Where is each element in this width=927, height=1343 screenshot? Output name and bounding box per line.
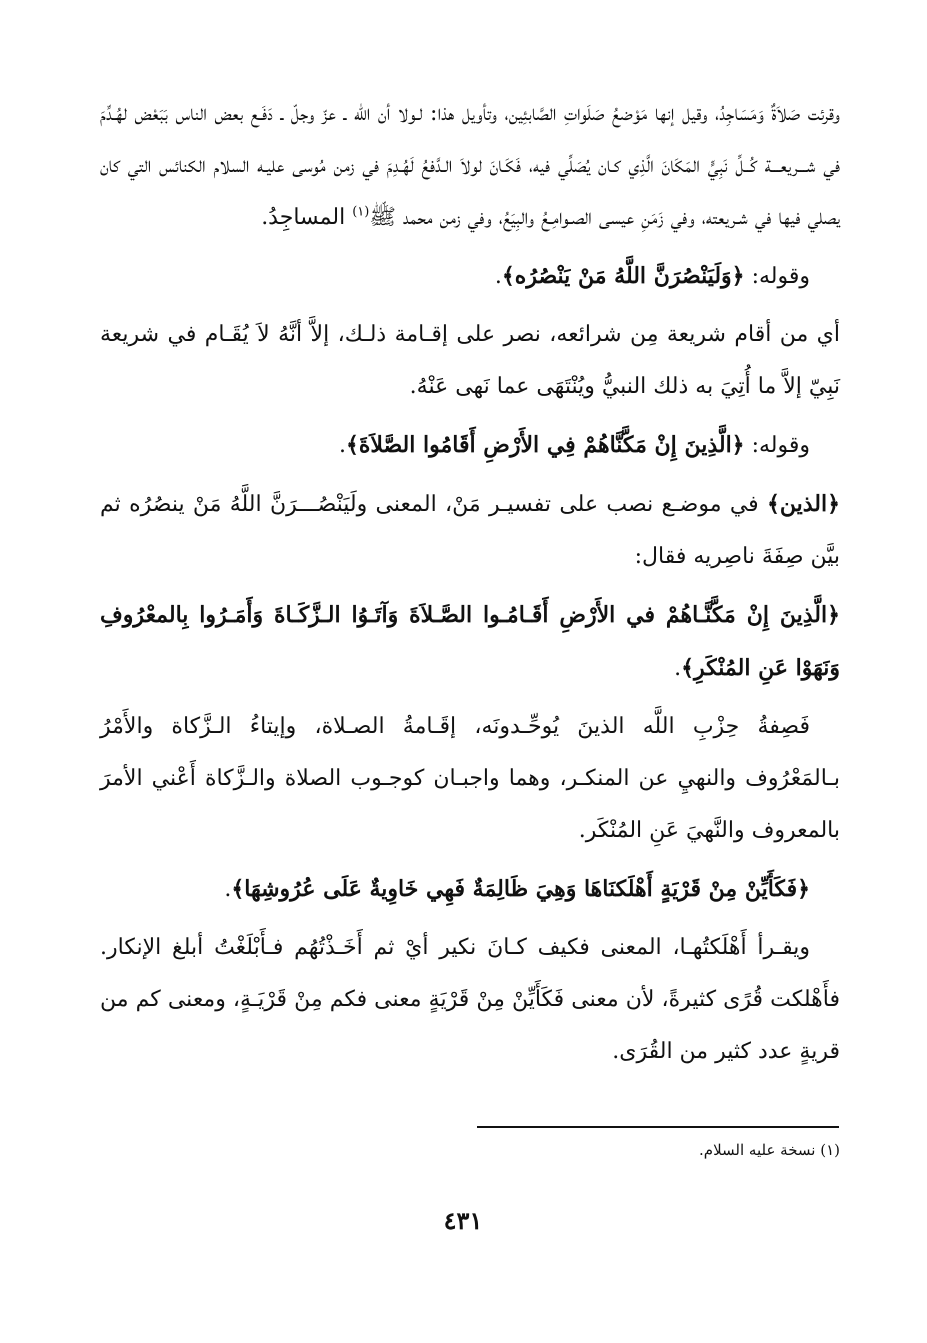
paragraph-text: في موضـع نصب على تفسيـر مَنْ، المعنى ولَيَنْصُـــرَنَّ اللَّهُ مَنْ ينصُرُه ثم بيَّن صِفَةَ ناصِريه فقال: bbox=[100, 492, 840, 569]
paragraph-text: المساجِدُ. bbox=[261, 205, 353, 230]
paragraph-p5 bbox=[100, 478, 840, 583]
paragraph-text: فَصِفةُ حِزْبِ اللَّه الذينَ يُوحِّـدونَه، إقَـامةُ الصـلاة، وإيتاءُ الـزَّكاة والأَمْرُ بـالمَعْرُوف والنهيِ عن المنكـر، وهما واجبـان كوجـوب الصلاة والـزَّكاة أَعْني الأمرَ بالمعروف والنَّهيَ عَنِ المُنْكَر. bbox=[100, 714, 840, 843]
paragraph-p7 bbox=[100, 701, 840, 857]
paragraph-p2 bbox=[100, 250, 840, 303]
paragraph-text: ويقـرأ أَهْلَكتُهـا، المعنى فكيف كـانَ نكير أيْ ثم أَخَـذْتُهُم فـأَبْلَغْتُ أبلغ الإنكار. فأَهْلكت قُرًى كثيرةً، لأن معنى فَكَأَيِّنْ مِنْ قَرْيَةٍ معنى فكم مِنْ قَرْيَـةٍ، ومعنى كم من قريةٍ عدد كثير من القُرَى. bbox=[100, 935, 840, 1064]
quran-verse: ﴿الذين﴾ bbox=[766, 491, 840, 517]
quran-verse: ﴿الَّذِينَ إِنْ مَكَّنَّـاهُمْ في الأَرْضِ أَقَـامُـوا الصَّـلاَةَ وَآتَـوُا الـزَّكَـاةَ وَأَمَـرُوا بِالمعْرُوفِ وَنَهَوْا عَنِ المُنْكَرِ﴾ bbox=[100, 602, 840, 681]
paragraph-text: . bbox=[224, 877, 232, 902]
quran-verse: ﴿فَكَأَيِّنْ مِنْ قَرْيَةٍ أَهْلَكنَاهَا وَهِيَ ظَالِمَةٌ فَهِي خَاوِيةٌ عَلَى عُرُوشِهَا﴾ bbox=[231, 876, 810, 902]
paragraph-p6 bbox=[100, 589, 840, 695]
paragraph-text: أي من أقام شريعة مِن شرائعه، نصر على إقـامة ذلـك، إلاَّ أنَّهُ لاَ يُقَـام في شريعة نَبِيّ إلاَّ ما أُتِيَ به ذلك النبيُّ ويُنْتَهَى عما نَهى عَنْهُ. bbox=[100, 322, 840, 399]
footnote-marker: (١) bbox=[352, 204, 370, 220]
main-text bbox=[100, 88, 840, 1078]
paragraph-text: وقرئت صَلاَةٌ وَمَسَاجِدُ، وقيل إنها مَوْضعُ صَلَواتِ الصَّابئِين، وتأويل هذا: لـولا أن اللّه ـ عزّ وجلّ ـ دَفَـع بعض الناس بَبَعْض لهُـدِّمَ في شـــريعـــة كُــلِّ نَبِيٍّ المَكَانَ الَّذِي كـان يُصَلِّي فيه، فَكَـانَ لولاَ الـدَّفعُ لَهُـدِمَ في زمن مُوسى عليـه السلام الكنائس التي كان يصلي فيها في شـريعته، وفي زَمَنِ عيسى الصـوامِـعُ والبِيَعُ، وفي زمن محمد ﷺ bbox=[100, 101, 840, 230]
paragraph-text: . bbox=[338, 433, 346, 458]
paragraph-text: وقوله: bbox=[744, 264, 810, 289]
paragraph-text: . bbox=[674, 656, 682, 681]
quran-verse: ﴿الَّذِينَ إِنْ مَكَّنَّاهُمْ فِي الأَرْضِ أَقَامُوا الصَّلاَةَ﴾ bbox=[345, 432, 745, 458]
page-number: ٤٣١ bbox=[443, 1206, 483, 1235]
footnote-separator bbox=[477, 1126, 839, 1128]
paragraph-text: وقوله: bbox=[744, 433, 810, 458]
paragraph-p4 bbox=[100, 419, 840, 472]
quran-verse: ﴿وَلَيَنْصُرَنَّ اللَّهُ مَنْ يَنْصُرُه﴾ bbox=[501, 263, 745, 289]
footnote: (١) نسخة عليه السلام. bbox=[699, 1141, 840, 1159]
paragraph-p9 bbox=[100, 922, 840, 1078]
paragraph-p3 bbox=[100, 309, 840, 413]
paragraph-text: . bbox=[494, 264, 502, 289]
paragraph-p1 bbox=[100, 88, 840, 244]
paragraph-p8 bbox=[100, 863, 840, 916]
